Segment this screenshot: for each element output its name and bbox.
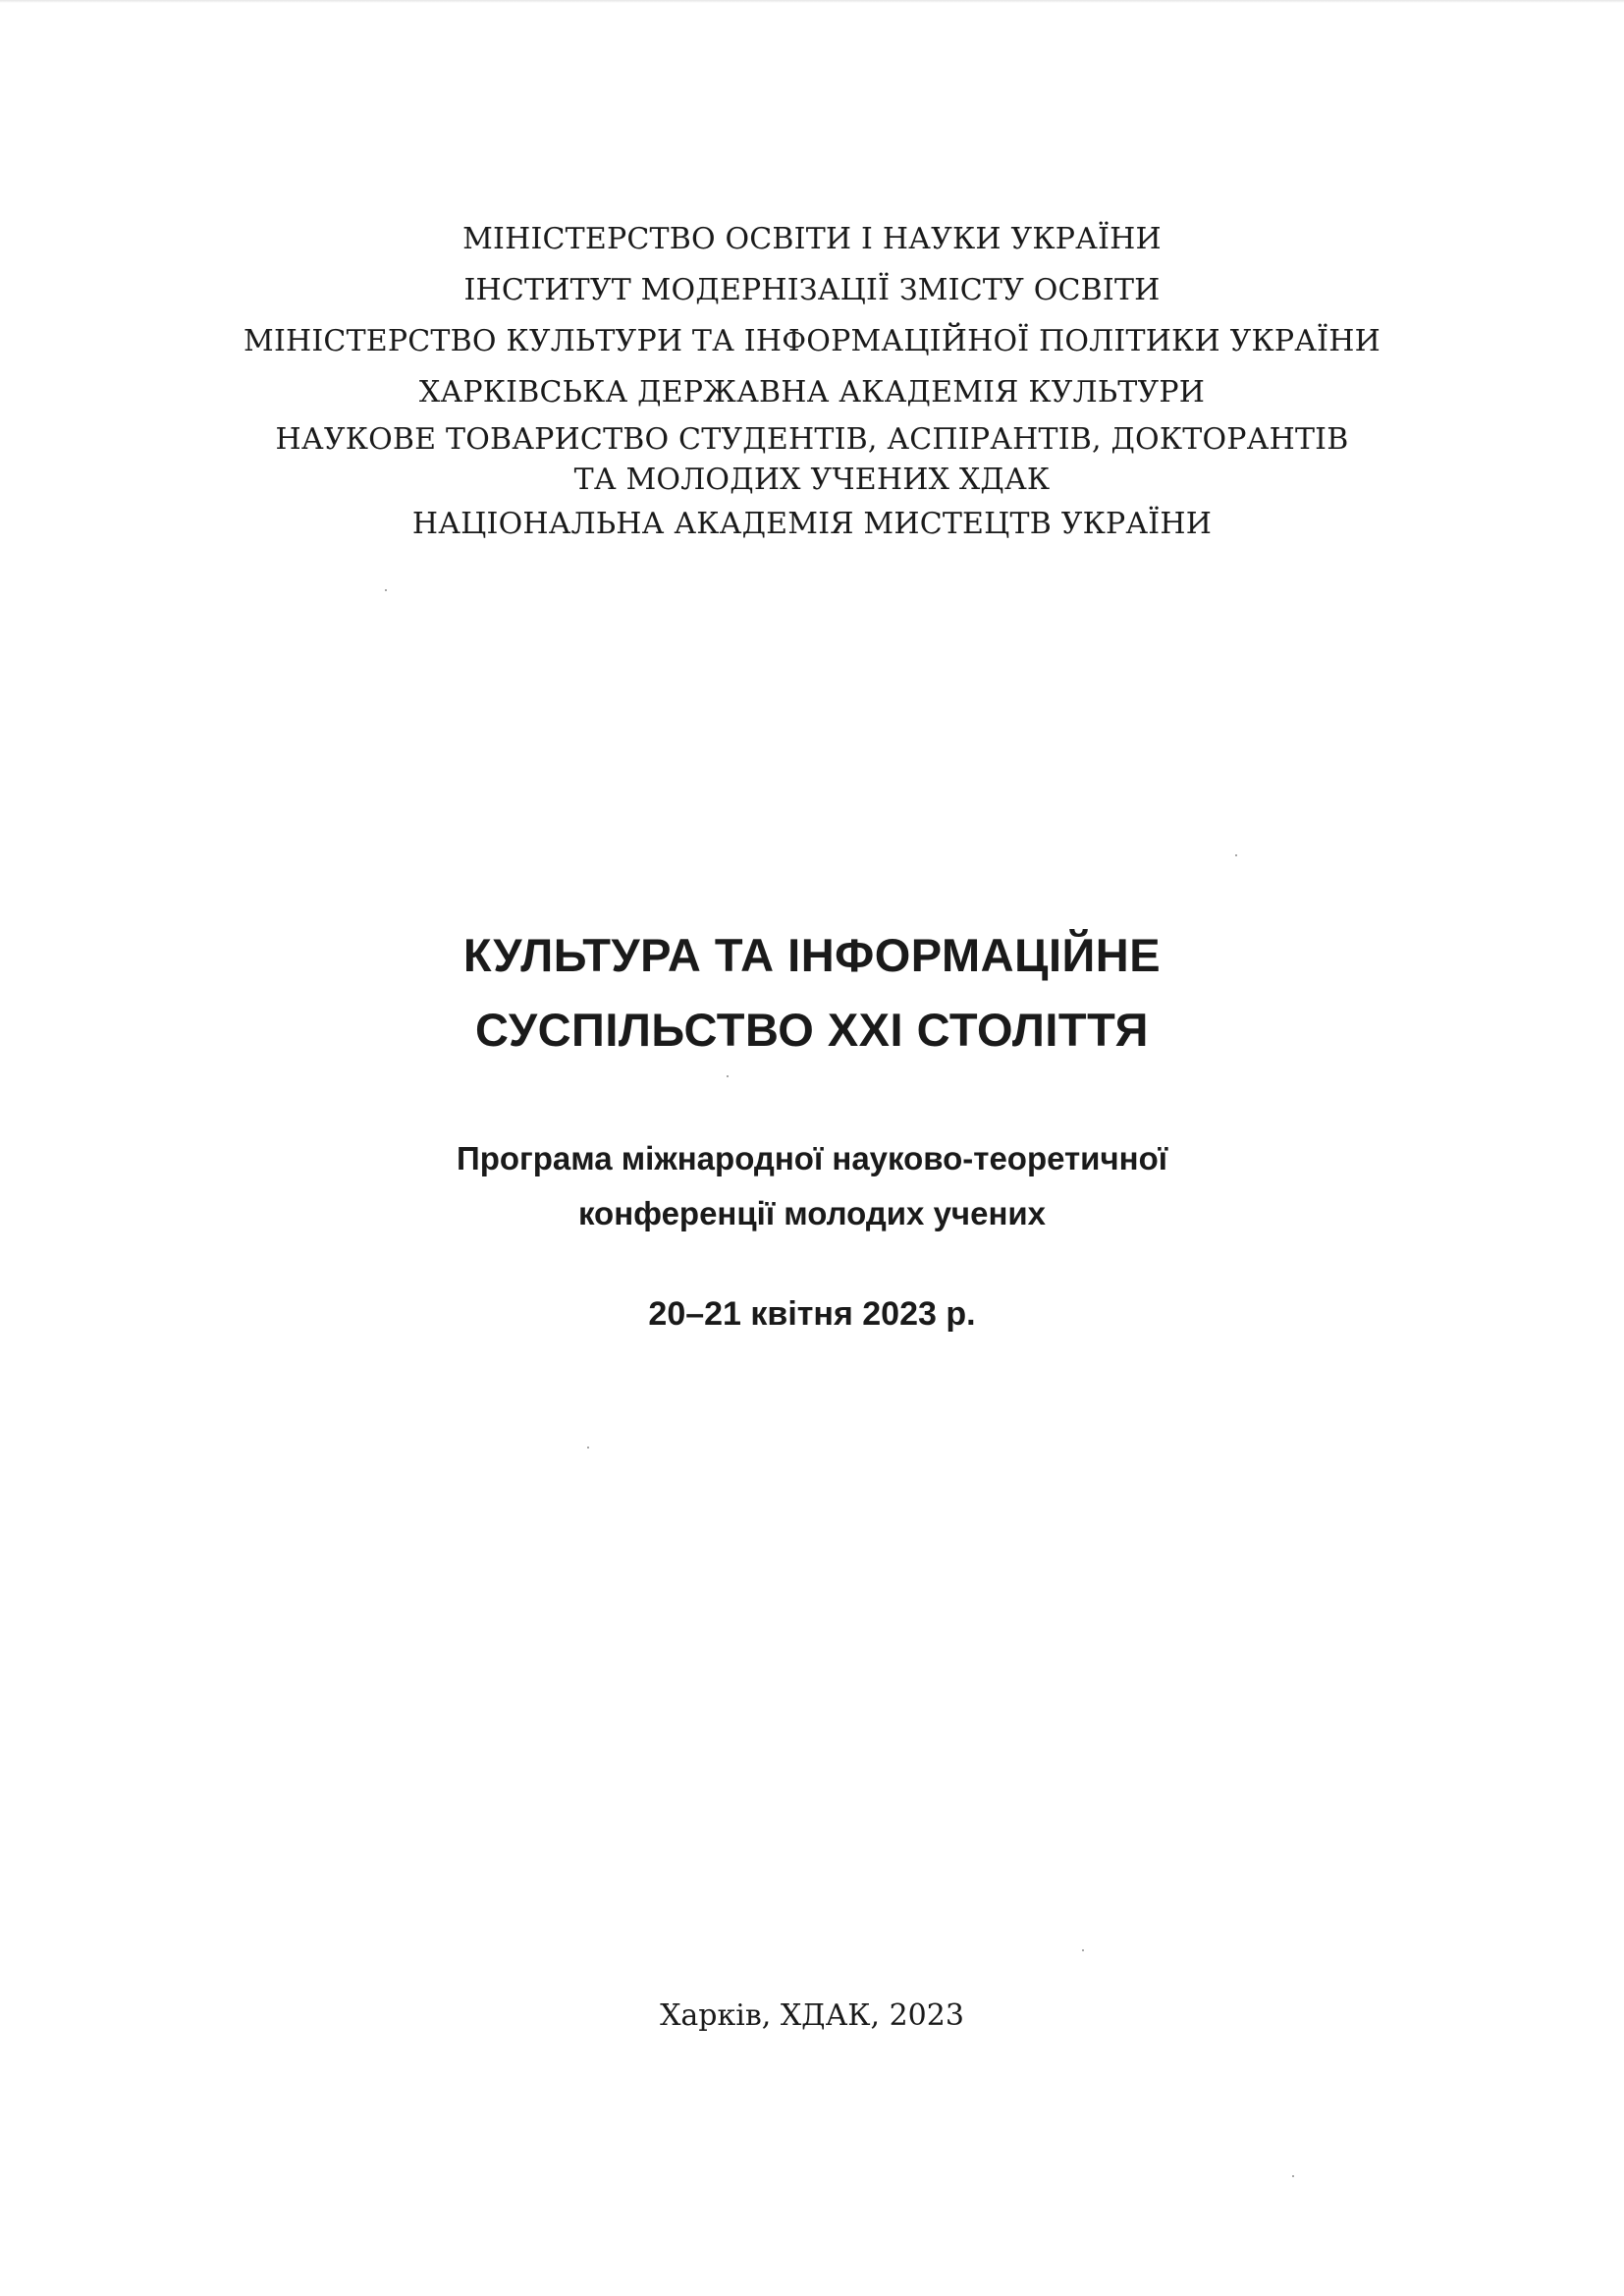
org-national-academy-arts: НАЦІОНАЛЬНА АКАДЕМІЯ МИСТЕЦТВ УКРАЇНИ <box>411 507 1213 541</box>
conference-title <box>0 918 1624 1067</box>
org-scientific-society-line1: НАУКОВЕ ТОВАРИСТВО СТУДЕНТІВ, АСПІРАНТІВ, ДОКТОРАНТІВ <box>275 422 1349 457</box>
org-ministry-education: МІНІСТЕРСТВО ОСВІТИ І НАУКИ УКРАЇНИ <box>462 222 1162 256</box>
conference-date: 20–21 квітня 2023 р. <box>648 1295 976 1333</box>
scan-speck <box>1082 1949 1084 1951</box>
org-ministry-culture: МІНІСТЕРСТВО КУЛЬТУРИ ТА ІНФОРМАЦІЙНОЇ ПОЛІТИКИ УКРАЇНИ <box>244 324 1380 358</box>
title-line-2: СУСПІЛЬСТВО ХХІ СТОЛІТТЯ <box>475 1004 1149 1056</box>
conference-subtitle <box>0 1131 1624 1241</box>
scan-speck <box>727 1075 729 1077</box>
subtitle-line-1: Програма міжнародної науково-теоретичної <box>456 1140 1168 1176</box>
org-institute-modernization: ІНСТИТУТ МОДЕРНІЗАЦІЇ ЗМІСТУ ОСВІТИ <box>463 273 1161 307</box>
organizations-header <box>0 214 1624 550</box>
title-line-1: КУЛЬТУРА ТА ІНФОРМАЦІЙНЕ <box>462 929 1162 981</box>
org-scientific-society-line2: ТА МОЛОДИХ УЧЕНИХ ХДАК <box>573 463 1051 497</box>
scan-speck <box>385 589 387 591</box>
scan-speck <box>587 1447 589 1449</box>
scan-speck <box>1235 854 1237 856</box>
scan-edge-shadow <box>0 0 1624 3</box>
subtitle-line-2: конференції молодих учених <box>577 1195 1047 1231</box>
publication-imprint: Харків, ХДАК, 2023 <box>660 1998 964 2033</box>
scan-speck <box>1292 2175 1294 2177</box>
org-kharkiv-academy: ХАРКІВСЬКА ДЕРЖАВНА АКАДЕМІЯ КУЛЬТУРИ <box>418 375 1206 410</box>
